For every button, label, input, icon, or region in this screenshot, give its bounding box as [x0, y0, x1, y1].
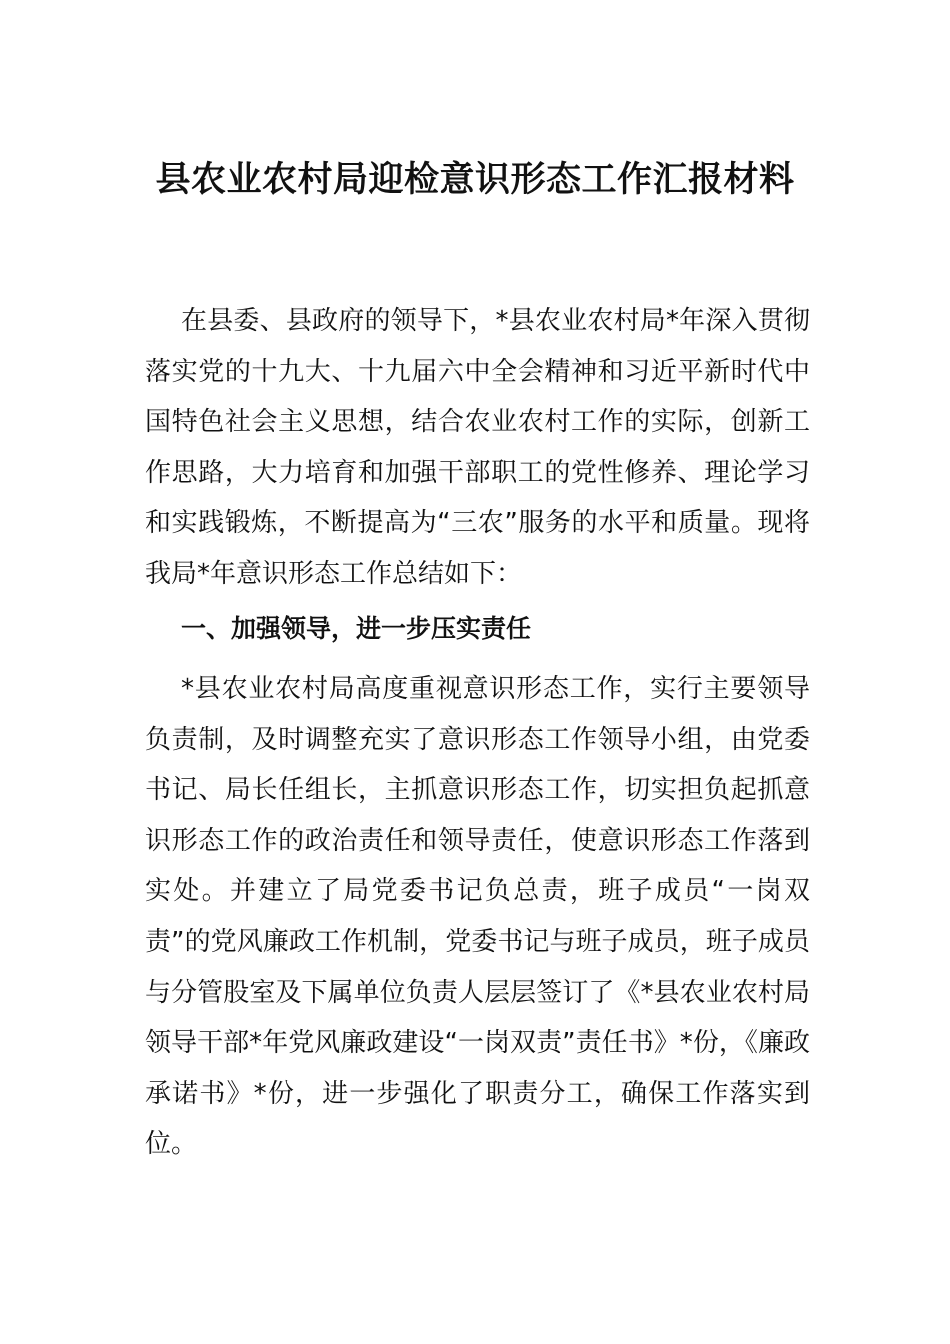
- intro-paragraph: 在县委、县政府的领导下，*县农业农村局*年深入贯彻落实党的十九大、十九届六中全会精神和习近平新时代中国特色社会主义思想，结合农业农村工作的实际，创新工作思路，大力培育和加强干部职工的党性修养、理论学习和实践锻炼，不断提高为“三农”服务的水平和质量。现将我局*年意识形态工作总结如下：: [145, 306, 810, 589]
- document-title: 县农业农村局迎检意识形态工作汇报材料: [155, 160, 795, 200]
- section-1-paragraph: *县农业农村局高度重视意识形态工作，实行主要领导负责制，及时调整充实了意识形态工作领导小组，由党委书记、局长任组长，主抓意识形态工作，切实担负起抓意识形态工作的政治责任和领导责任，使意识形态工作落到实处。并建立了局党委书记负总责，班子成员“一岗双责”的党风廉政工作机制，党委书记与班子成员，班子成员与分管股室及下属单位负责人层层签订了《*县农业农村局领导干部*年党风廉政建设“一岗双责”责任书》*份，《廉政承诺书》*份，进一步强化了职责分工，确保工作落实到位。: [145, 674, 810, 1160]
- section-heading-1: 一、加强领导，进一步压实责任: [181, 614, 532, 643]
